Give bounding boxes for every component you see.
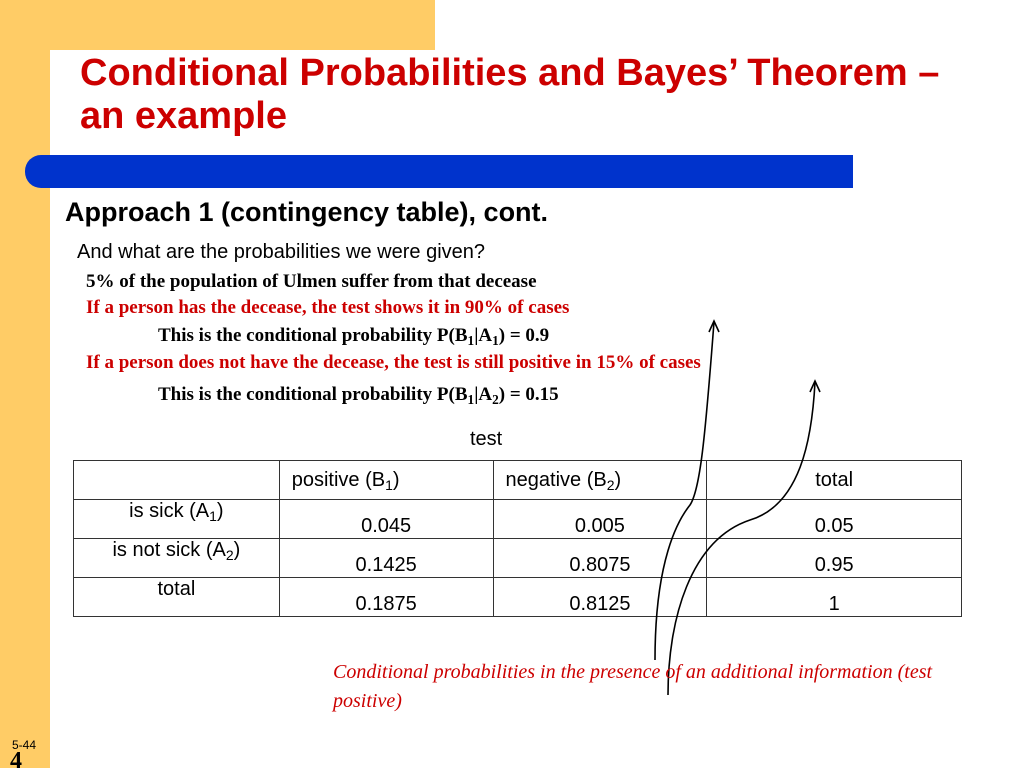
row-label-sick: is sick $(A_1)$ [74, 500, 280, 539]
slide-title: Conditional Probabilities and Bayes’ Theorem – an example [80, 52, 940, 137]
header-total: total [707, 461, 962, 500]
table-cell: 0.95 [707, 539, 962, 578]
table-cell: 0.1875 [279, 578, 493, 617]
row-label-total: total [74, 578, 280, 617]
table-caption: test [470, 428, 503, 450]
arrow-line-to-p09 [655, 322, 714, 660]
header-negative: negative $(B_2)$ [493, 461, 707, 500]
table-cell: 0.045 [279, 500, 493, 539]
section-heading: Approach 1 (contingency table), cont. [65, 197, 549, 227]
header-positive: positive $(B_1)$ [279, 461, 493, 500]
given-question: And what are the probabilities we were given? [77, 241, 486, 263]
row-label-not-sick: is not sick $(A_2)$ [74, 539, 280, 578]
table-cell: 0.005 [493, 500, 707, 539]
table-cell: 0.1425 [279, 539, 493, 578]
arrow-line-to-p015 [668, 382, 815, 695]
conditional-probability-1: This is the conditional probability $P(B_1|A_1) = 0.9$ [158, 325, 550, 348]
slide-number: 5-44 [12, 738, 37, 752]
conditional-probability-2: This is the conditional probability $P(B_1|A_2) = 0.15$ [158, 384, 559, 407]
fact-population: 5% of the population of Ulmen suffer from that decease [86, 271, 537, 292]
table-cell: 0.8075 [493, 539, 707, 578]
fact-positive-if-not-sick: If a person does not have the decease, the test is still positive in 15% of cases [86, 352, 701, 373]
table-cell: 1 [707, 578, 962, 617]
annotation-note: Conditional probabilities in the presence of an additional information (test positive) [333, 661, 933, 712]
fact-positive-if-sick: If a person has the decease, the test shows it in 90% of cases [86, 297, 570, 318]
table-cell: 0.05 [707, 500, 962, 539]
table-cell: 0.8125 [493, 578, 707, 617]
slide-digit: 4 [10, 748, 22, 774]
